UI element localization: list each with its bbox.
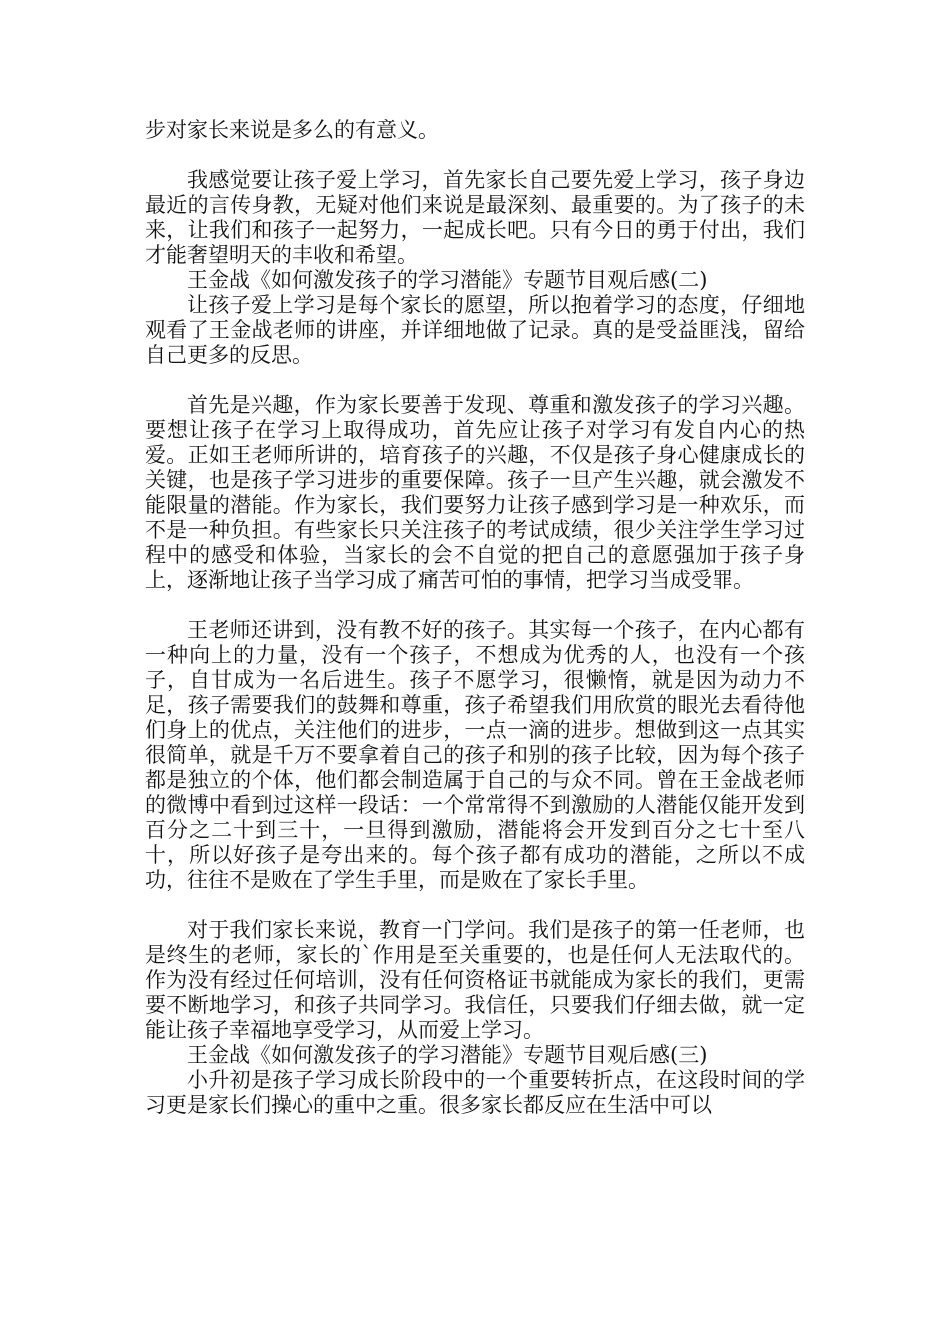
section-heading-3: 王金战《如何激发孩子的学习潜能》专题节目观后感(三) [187, 1043, 708, 1067]
paragraph-no-bad-child: 王老师还讲到，没有教不好的孩子。其实每一个孩子，在内心都有一种向上的力量，没有一个孩子，不想成为优秀的人，也没有一个孩子，自甘成为一名后进生。孩子不愿学习，很懒惰，就是因为动力不足，孩子需要我们的鼓舞和尊重，孩子希望我们用欣赏的眼光去看待他们身上的优点，关注他们的进步，一点一滴的进步。想做到这一点其实很简单，就是千万不要拿着自己的孩子和别的孩子比较，因为每个孩子都是独立的个体，他们都会制造属于自己的与众不同。曾在王金战老师的微博中看到过这样一段话：一个常常得不到激励的人潜能仅能开发到百分之二十到三十，一旦得到激励，潜能将会开发到百分之七十至八十，所以好孩子是夸出来的。每个孩子都有成功的潜能，之所以不成功，往往不是败在了学生手里，而是败在了家长手里。 [145, 618, 805, 892]
paragraph-continuation: 步对家长来说是多么的有意义。 [145, 118, 439, 142]
paragraph-parent-role: 对于我们家长来说，教育一门学问。我们是孩子的第一任老师，也是终生的老师，家长的`作用是至关重要的，也是任何人无法取代的。作为没有经过任何培训，没有任何资格证书就能成为家长的我们，更需要不断地学习，和孩子共同学习。我信任，只要我们仔细去做，就一定能让孩子幸福地享受学习，从而爱上学习。 [145, 918, 805, 1042]
paragraph-love-learning: 我感觉要让孩子爱上学习，首先家长自己要先爱上学习，孩子身边最近的言传身教，无疑对他们来说是最深刻、最重要的。为了孩子的未来，让我们和孩子一起努力，一起成长吧。只有今日的勇于付出，我们才能奢望明天的丰收和希望。 [145, 168, 805, 267]
paragraph-interest: 首先是兴趣，作为家长要善于发现、尊重和激发孩子的学习兴趣。要想让孩子在学习上取得成功，首先应让孩子对学习有发自内心的热爱。正如王老师所讲的，培育孩子的兴趣，不仅是孩子身心健康成长的关键，也是孩子学习进步的重要保障。孩子一旦产生兴趣，就会激发不能限量的潜能。作为家长，我们要努力让孩子感到学习是一种欢乐，而不是一种负担。有些家长只关注孩子的考试成绩，很少关注学生学习过程中的感受和体验，当家长的会不自觉的把自己的意愿强加于孩子身上，逐渐地让孩子当学习成了痛苦可怕的事情，把学习当成受罪。 [145, 393, 805, 592]
paragraph-intro-2: 让孩子爱上学习是每个家长的愿望，所以抱着学习的态度，仔细地观看了王金战老师的讲座，并详细地做了记录。真的是受益匪浅，留给自己更多的反思。 [145, 293, 805, 367]
paragraph-intro-3: 小升初是孩子学习成长阶段中的一个重要转折点，在这段时间的学习更是家长们操心的重中之重。很多家长都反应在生活中可以 [145, 1068, 805, 1117]
section-heading-2: 王金战《如何激发孩子的学习潜能》专题节目观后感(二) [187, 268, 708, 292]
document-page [145, 118, 805, 1118]
